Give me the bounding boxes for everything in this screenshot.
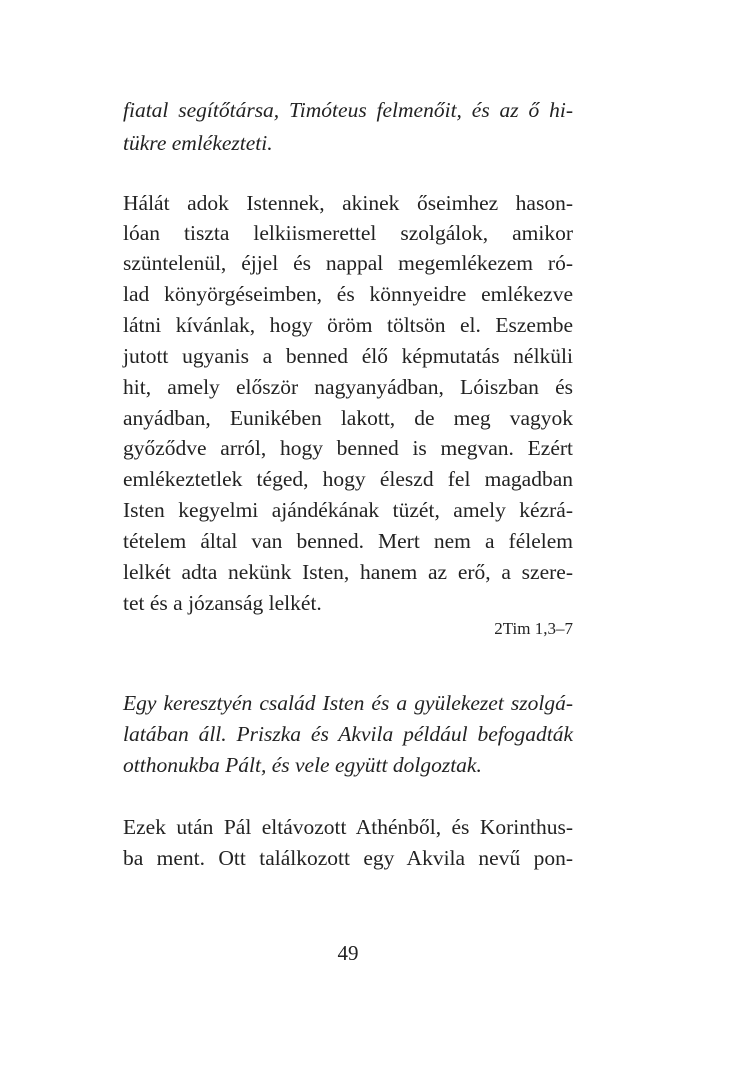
text-line: jutott ugyanis a benned élő képmutatás nélküli [123, 344, 573, 368]
text-line: Hálát adok Istennek, akinek őseimhez hason- [123, 191, 573, 215]
text-line: győződve arról, hogy benned is megvan. Ezért [123, 436, 573, 460]
text-line: látni kívánlak, hogy öröm töltsön el. Eszembe [123, 313, 573, 337]
text-line: szüntelenül, éjjel és nappal megemlékezem ró- [123, 251, 573, 275]
text-line: fiatal segítőtársa, Timóteus felmenőit, és az ő hi- [123, 98, 573, 122]
book-page [123, 0, 573, 1081]
text-line: Egy keresztyén család Isten és a gyülekezet szolgá- [123, 691, 573, 715]
text-line: Ezek után Pál eltávozott Athénből, és Korinthus- [123, 815, 573, 839]
text-line: lad könyörgéseimben, és könnyeidre emlékezve [123, 282, 573, 306]
text-line: lelkét adta nekünk Isten, hanem az erő, a szere- [123, 560, 573, 584]
text-line: hit, amely először nagyanyádban, Lóiszban és [123, 375, 573, 399]
text-line: lóan tiszta lelkiismerettel szolgálok, amikor [123, 221, 573, 245]
text-line: ba ment. Ott találkozott egy Akvila nevű pon- [123, 846, 573, 870]
text-line: tükre emlékezteti. [123, 131, 273, 155]
text-line: tételem által van benned. Mert nem a félelem [123, 529, 573, 553]
page-number: 49 [337, 941, 359, 965]
text-line: anyádban, Eunikében lakott, de meg vagyok [123, 406, 573, 430]
text-line: Isten kegyelmi ajándékának tüzét, amely kézrá- [123, 498, 573, 522]
text-line: emlékeztetlek téged, hogy éleszd fel magadban [123, 467, 573, 491]
text-line: latában áll. Priszka és Akvila például befogadták [123, 722, 573, 746]
text-line: otthonukba Pált, és vele együtt dolgoztak. [123, 753, 482, 777]
text-line: tet és a józanság lelkét. [123, 591, 322, 615]
bible-reference: 2Tim 1,3–7 [494, 619, 573, 638]
